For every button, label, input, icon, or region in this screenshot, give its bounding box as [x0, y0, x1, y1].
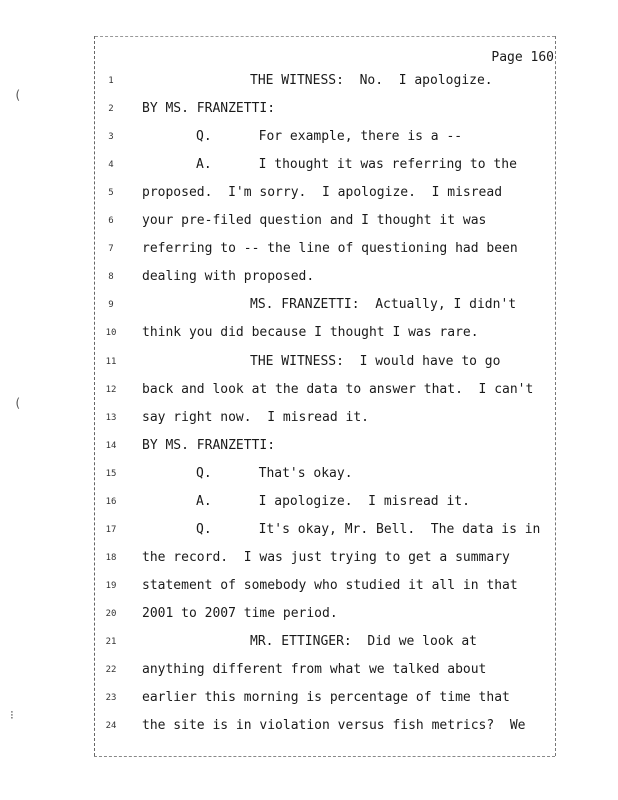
- line-number: 13: [105, 413, 117, 423]
- transcript-line-text: statement of somebody who studied it all in that: [142, 578, 518, 593]
- transcript-line-text: A. I apologize. I misread it.: [196, 494, 470, 509]
- right-margin-rule: [555, 36, 556, 756]
- line-number: 2: [108, 104, 114, 114]
- line-number: 3: [108, 132, 114, 142]
- bottom-border: [94, 756, 555, 757]
- transcript-line-text: think you did because I thought I was rare.: [142, 325, 479, 340]
- transcript-line-text: the site is in violation versus fish metrics? We: [142, 718, 526, 733]
- transcript-line-text: earlier this morning is percentage of time that: [142, 690, 510, 705]
- line-number: 18: [105, 553, 117, 563]
- line-number: 17: [105, 525, 117, 535]
- top-border: [95, 36, 555, 37]
- transcript-line-text: anything different from what we talked about: [142, 662, 487, 677]
- line-number: 10: [105, 328, 117, 338]
- line-number: 15: [105, 469, 117, 479]
- line-number: 23: [105, 693, 117, 703]
- transcript-line-text: proposed. I'm sorry. I apologize. I misread: [142, 185, 503, 200]
- transcript-line-text: BY MS. FRANZETTI:: [142, 101, 276, 116]
- hole-punch-mark: ⁝: [10, 708, 14, 722]
- line-number: 5: [108, 188, 114, 198]
- line-number: 22: [105, 665, 117, 675]
- line-number: 4: [108, 160, 114, 170]
- line-number: 19: [105, 581, 117, 591]
- line-number: 16: [105, 497, 117, 507]
- transcript-line-text: the record. I was just trying to get a summary: [142, 550, 510, 565]
- line-number: 12: [105, 385, 117, 395]
- line-number: 20: [105, 609, 117, 619]
- line-number: 7: [108, 244, 114, 254]
- transcript-line-text: say right now. I misread it.: [142, 410, 369, 425]
- line-number: 11: [105, 357, 117, 367]
- line-number: 21: [105, 637, 117, 647]
- transcript-line-text: referring to -- the line of questioning had been: [142, 241, 518, 256]
- transcript-line-text: Q. For example, there is a --: [196, 129, 463, 144]
- transcript-line-text: THE WITNESS: I would have to go: [250, 354, 501, 369]
- transcript-line-text: Q. It's okay, Mr. Bell. The data is in: [196, 522, 541, 537]
- line-number: 1: [108, 76, 114, 86]
- transcript-line-text: A. I thought it was referring to the: [196, 157, 517, 172]
- transcript-line-text: dealing with proposed.: [142, 269, 315, 284]
- hole-punch-mark: (: [14, 396, 22, 410]
- page-number: Page 160: [491, 50, 554, 65]
- transcript-line-text: 2001 to 2007 time period.: [142, 606, 338, 621]
- line-number: 6: [108, 216, 114, 226]
- line-number: 14: [105, 441, 117, 451]
- transcript-line-text: MR. ETTINGER: Did we look at: [250, 634, 477, 649]
- hole-punch-mark: (: [14, 88, 22, 102]
- transcript-line-text: THE WITNESS: No. I apologize.: [250, 73, 493, 88]
- transcript-line-text: BY MS. FRANZETTI:: [142, 438, 276, 453]
- transcript-line-text: MS. FRANZETTI: Actually, I didn't: [250, 297, 517, 312]
- left-margin-rule: [94, 36, 95, 756]
- transcript-line-text: back and look at the data to answer that. I can't: [142, 382, 534, 397]
- line-number: 8: [108, 272, 114, 282]
- line-number: 9: [108, 300, 114, 310]
- line-number: 24: [105, 721, 117, 731]
- transcript-line-text: Q. That's okay.: [196, 466, 353, 481]
- transcript-line-text: your pre-filed question and I thought it was: [142, 213, 487, 228]
